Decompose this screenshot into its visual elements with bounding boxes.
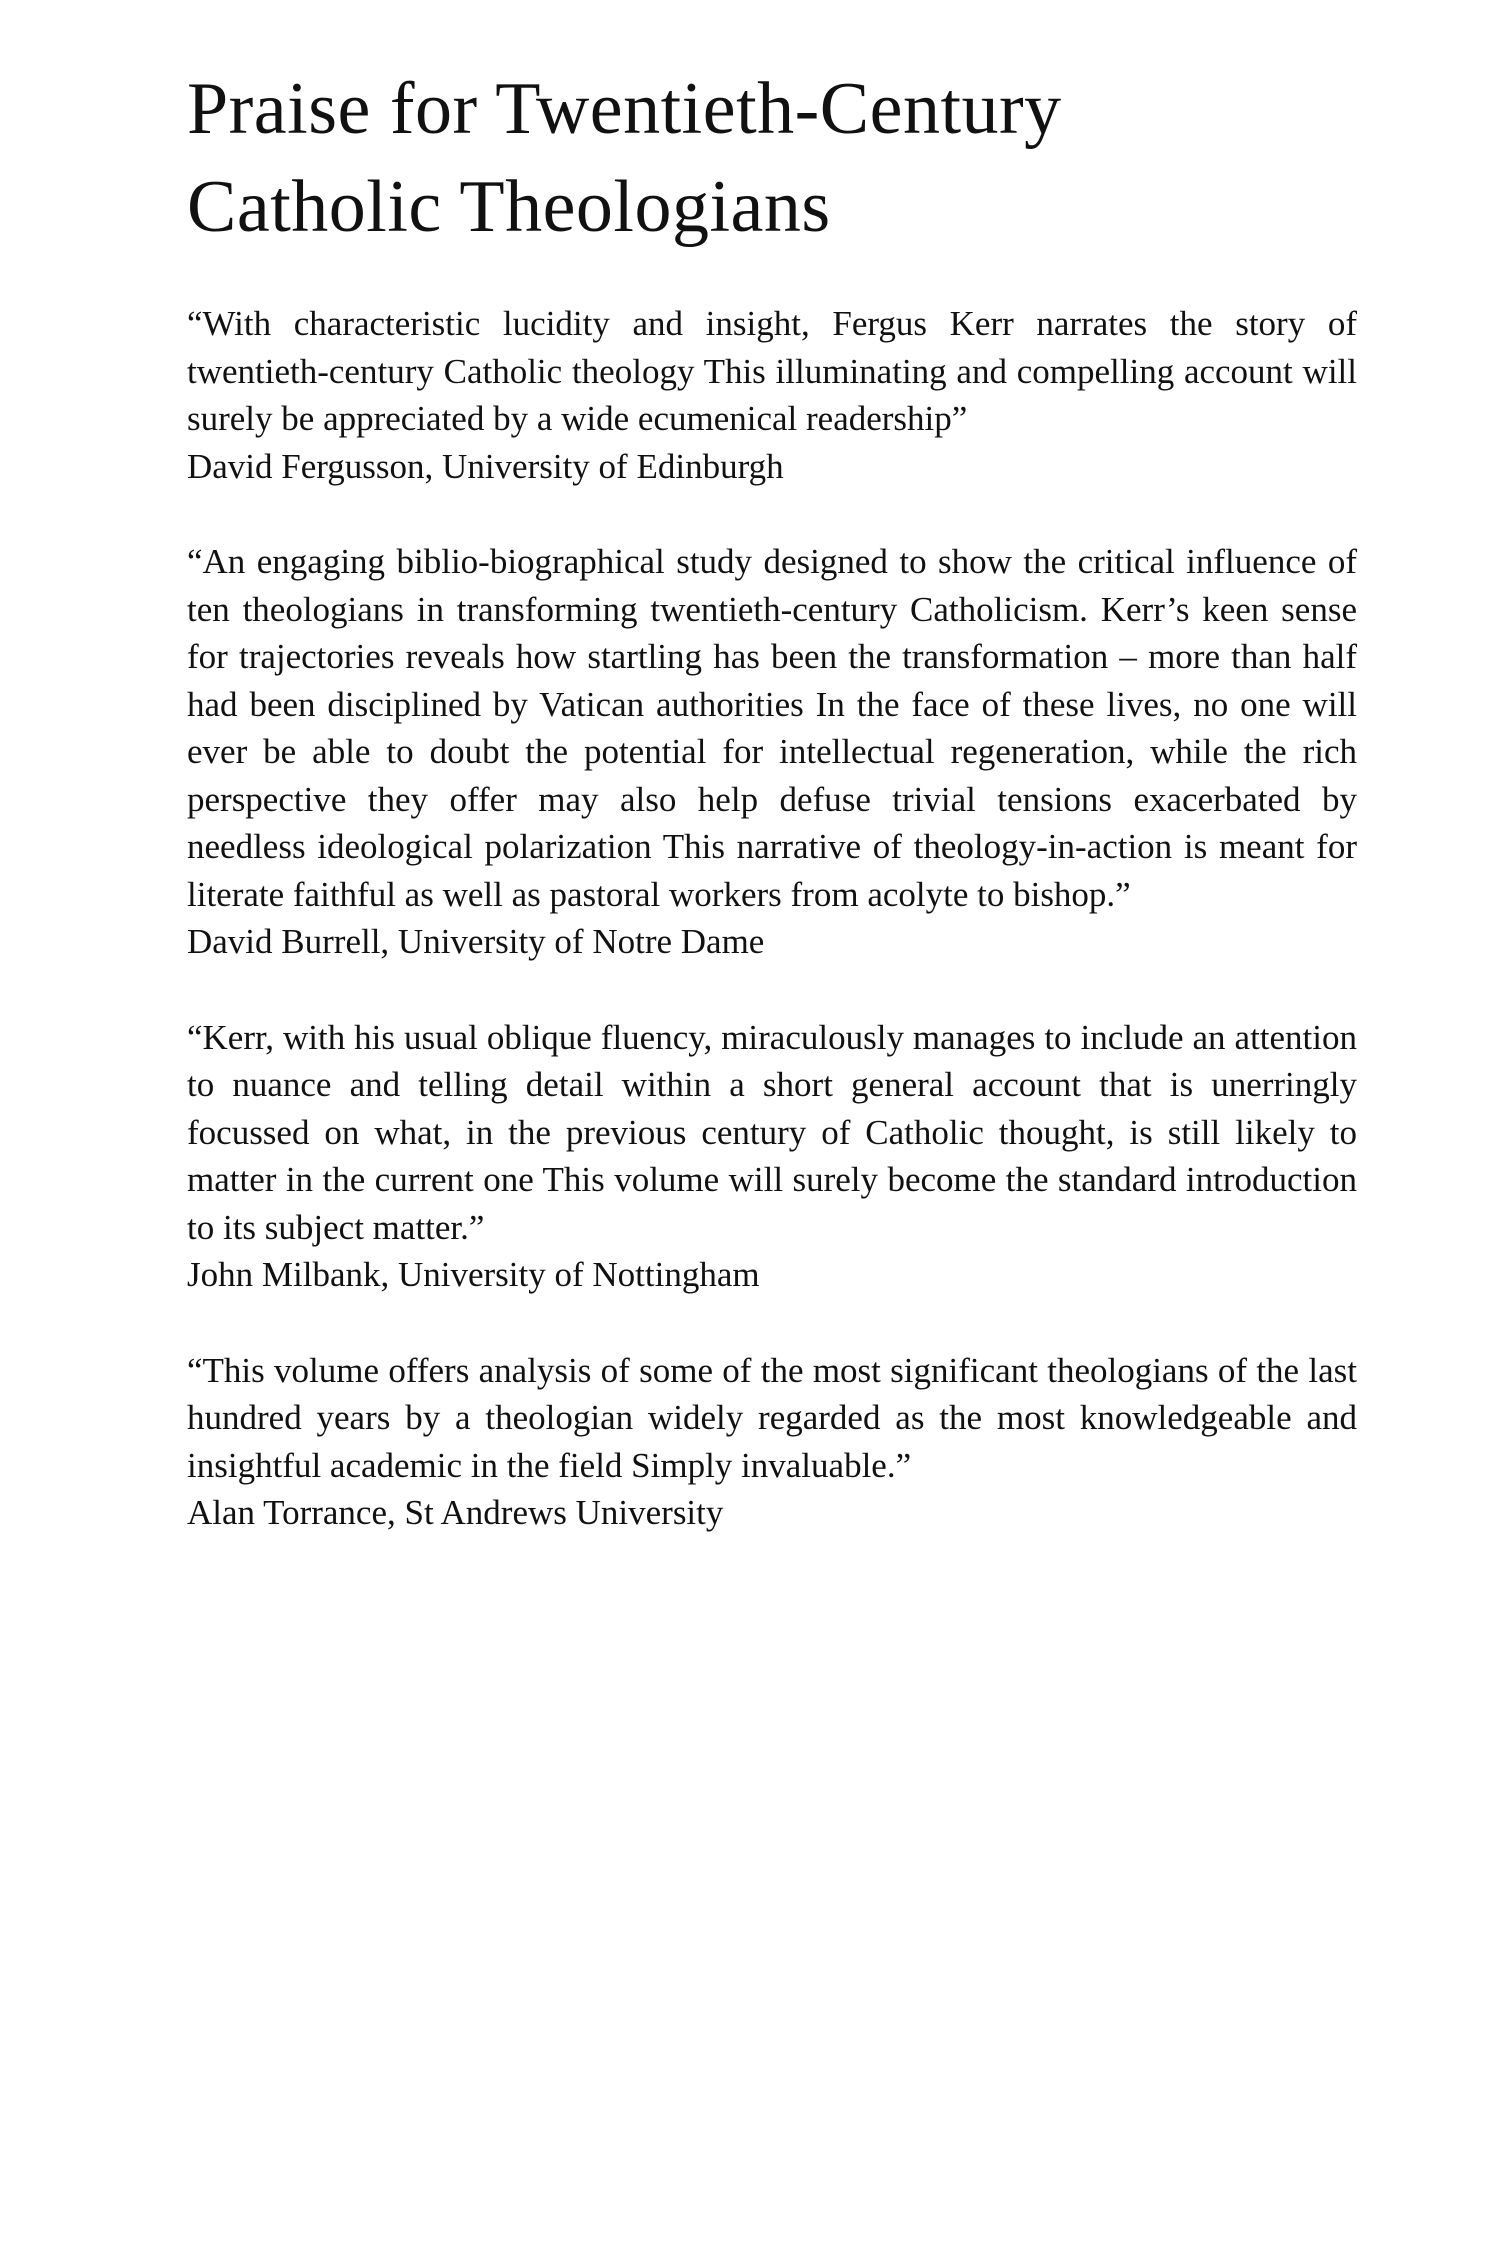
- praise-item: [187, 538, 1357, 966]
- praise-item: [187, 1014, 1357, 1299]
- praise-page: [187, 60, 1357, 1585]
- praise-quote: “Kerr, with his usual oblique fluency, miraculously manages to include an attention to nuance and telling detail within a short general account that is unerringly focussed on what, in the previous century of Catholic thought, is still likely to matter in the current one This volume will surely become the standard introduction to its subject matter.”: [187, 1017, 1357, 1247]
- page-title-line-2: Catholic Theologians: [187, 166, 831, 248]
- praise-quote: “An engaging biblio-biographical study designed to show the critical influence of ten theologians in transforming twentieth-century Catholicism. Kerr’s keen sense for trajectories reveals how startling has been the transformation – more than half had been disciplined by Vatican authorities In the face of these lives, no one will ever be able to doubt the potential for intellectual regeneration, while the rich perspective they offer may also help defuse trivial tensions exacerbated by needless ideological polarization This narrative of theology-in-action is meant for literate faithful as well as pastoral workers from acolyte to bishop.”: [187, 542, 1357, 914]
- praise-attribution: John Milbank, University of Nottingham: [187, 1255, 760, 1294]
- page-title-line-1: Praise for Twentieth-Century: [187, 68, 1062, 150]
- praise-quote: “This volume offers analysis of some of the most significant theologians of the last hundred years by a theologian widely regarded as the most knowledgeable and insightful academic in the field Simply invaluable.”: [187, 1350, 1357, 1485]
- praise-quote: “With characteristic lucidity and insight, Fergus Kerr narrates the story of twentieth-century Catholic theology This illuminating and compelling account will surely be appreciated by a wide ecumenical readership”: [187, 304, 1357, 438]
- page-title: [187, 60, 1357, 256]
- praise-item: [187, 300, 1357, 490]
- praise-item: [187, 1347, 1357, 1537]
- praise-attribution: David Fergusson, University of Edinburgh: [187, 446, 784, 486]
- praise-list: [187, 300, 1357, 1537]
- praise-attribution: Alan Torrance, St Andrews University: [187, 1493, 724, 1532]
- praise-attribution: David Burrell, University of Notre Dame: [187, 922, 765, 961]
